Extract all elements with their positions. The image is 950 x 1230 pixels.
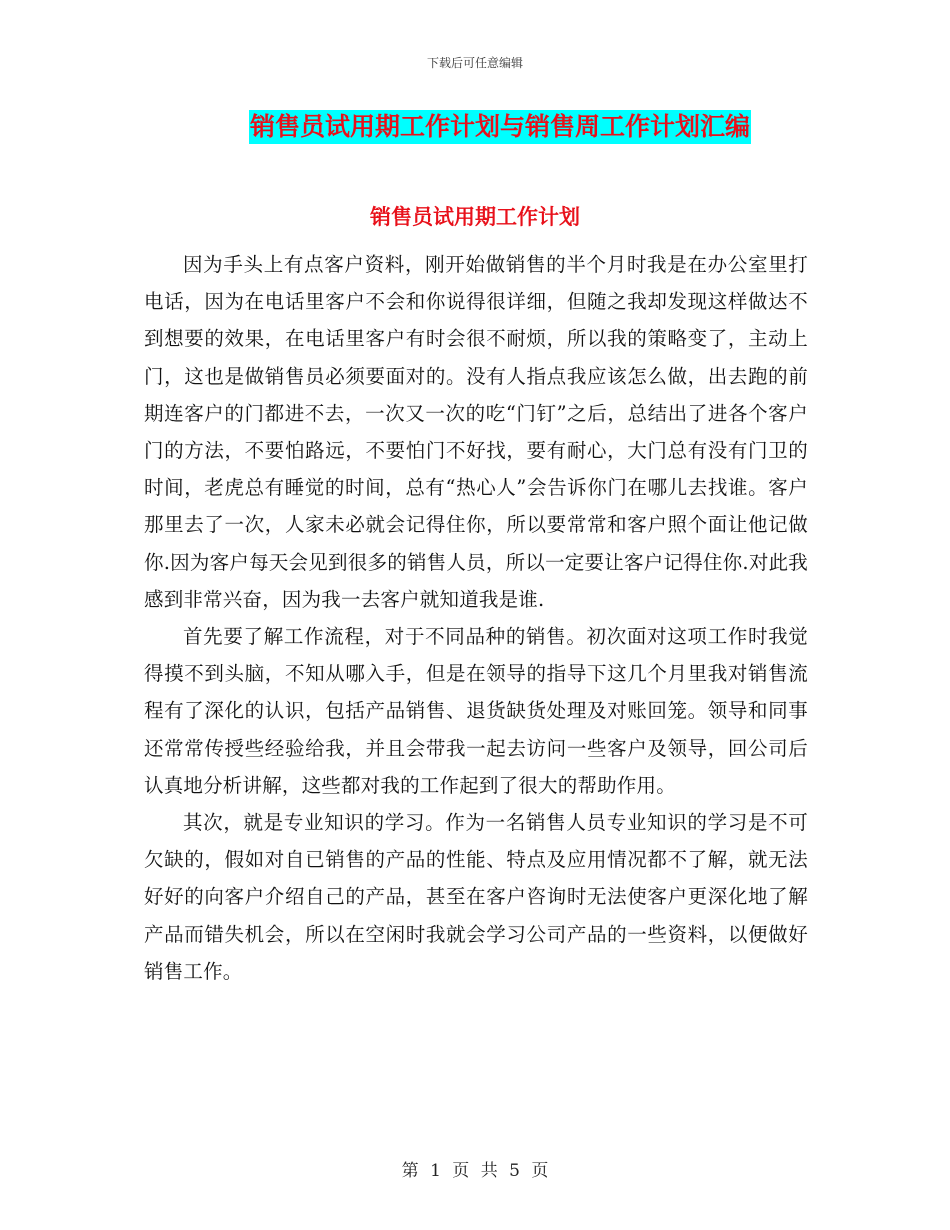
page-footer: 第 1 页 共 5 页 (401, 1161, 549, 1181)
section-title: 销售员试用期工作计划 (370, 205, 580, 229)
header-note: 下载后可任意编辑 (426, 56, 523, 70)
paragraph-1: 因为手头上有点客户资料，刚开始做销售的半个月时我是在办公室里打电话，因为在电话里客户不会和你说得很详细，但随之我却发现这样做达不到想要的效果，在电话里客户有时会很不耐烦，所以我的策略变了，主动上门，这也是做销售员必须要面对的。没有人指点我应该怎么做，出去跑的前期连客户的门都进不去，一次又一次的吃“门钉”之后，总结出了进各个客户门的方法，不要怕路远，不要怕门不好找，要有耐心，大门总有没有门卫的时间，老虎总有睡觉的时间，总有“热心人”会告诉你门在哪儿去找谁。客户那里去了一次，人家未必就会记得住你，所以要常常和客户照个面让他记做你.因为客户每天会见到很多的销售人员，所以一定要让客户记得住你.对此我感到非常兴奋，因为我一去客户就知道我是谁. (144, 253, 808, 611)
body-text (144, 246, 808, 990)
main-title-wrapper (0, 110, 950, 144)
paragraph-3: 其次，就是专业知识的学习。作为一名销售人员专业知识的学习是不可欠缺的，假如对自已销售的产品的性能、特点及应用情况都不了解，就无法好好的向客户介绍自己的产品，甚至在客户咨询时无法使客户更深化地了解产品而错失机会，所以在空闲时我就会学习公司产品的一些资料，以便做好销售工作。 (144, 811, 808, 983)
paragraph-2: 首先要了解工作流程，对于不同品种的销售。初次面对这项工作时我觉得摸不到头脑，不知从哪入手，但是在领导的指导下这几个月里我对销售流程有了深化的认识，包括产品销售、退货缺货处理及对账回笼。领导和同事还常常传授些经验给我，并且会带我一起去访问一些客户及领导，回公司后认真地分析讲解，这些都对我的工作起到了很大的帮助作用。 (144, 625, 808, 797)
main-title: 销售员试用期工作计划与销售周工作计划汇编 (249, 110, 751, 144)
